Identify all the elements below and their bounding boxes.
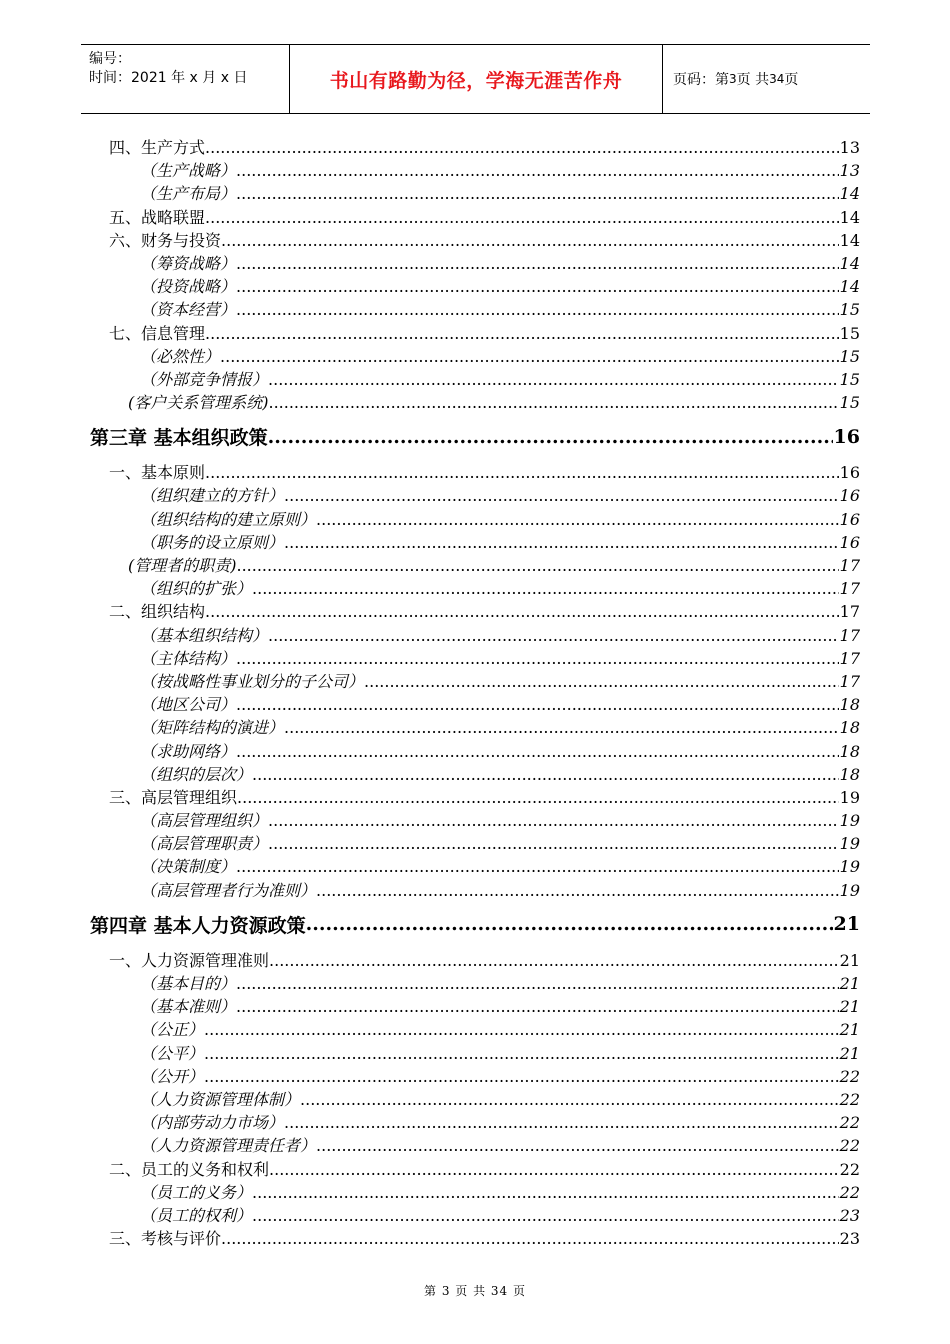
toc-entry[interactable] xyxy=(90,297,860,320)
toc-dot-leader xyxy=(284,718,839,737)
toc-entry[interactable] xyxy=(90,1180,860,1203)
toc-entry-page: 17 xyxy=(839,602,860,622)
toc-entry[interactable] xyxy=(90,948,860,971)
toc-entry-title: （人力资源管理责任者） xyxy=(140,1136,317,1156)
toc-dot-leader xyxy=(236,300,839,319)
toc-entry-title: （矩阵结构的演进） xyxy=(140,718,285,738)
toc-entry[interactable] xyxy=(90,321,860,344)
toc-entry-page: 17 xyxy=(839,671,860,691)
toc-entry-page: 14 xyxy=(839,230,860,250)
toc-entry-page: 22 xyxy=(839,1089,860,1109)
toc-dot-leader xyxy=(306,913,833,935)
toc-entry-page: 16 xyxy=(833,425,860,448)
toc-entry-title: （投资战略） xyxy=(140,277,237,297)
toc-entry-page: 16 xyxy=(839,486,860,506)
toc-entry[interactable] xyxy=(90,669,860,692)
toc-entry[interactable] xyxy=(90,181,860,204)
toc-entry-title: （组织的层次） xyxy=(140,764,253,784)
toc-entry-page: 19 xyxy=(839,834,860,854)
toc-dot-leader xyxy=(236,184,839,203)
page-suffix: 页 xyxy=(784,72,799,88)
toc-entry-page: 16 xyxy=(839,532,860,552)
toc-entry-page: 22 xyxy=(839,1159,860,1179)
toc-entry-page: 18 xyxy=(839,741,860,761)
toc-entry[interactable] xyxy=(90,808,860,831)
toc-entry-title: （求助网络） xyxy=(140,741,237,761)
toc-dot-leader xyxy=(236,997,839,1016)
toc-entry-page: 14 xyxy=(839,207,860,227)
toc-entry[interactable] xyxy=(90,878,860,901)
toc-entry-title: 第四章 基本人力资源政策 xyxy=(90,914,306,937)
toc-entry-page: 15 xyxy=(839,323,860,343)
toc-dot-leader xyxy=(252,1183,839,1202)
toc-entry-page: 21 xyxy=(839,974,860,993)
toc-entry[interactable] xyxy=(90,739,860,762)
toc-dot-leader xyxy=(237,556,839,575)
toc-entry[interactable] xyxy=(90,1226,860,1249)
toc-entry-title: (客户关系管理系统) xyxy=(128,393,269,413)
page-mid: 页 共 xyxy=(736,72,770,88)
toc-entry-title: (管理者的职责) xyxy=(128,556,237,575)
toc-dot-leader xyxy=(269,393,839,412)
toc-dot-leader xyxy=(284,1113,839,1132)
toc-entry-title: （必然性） xyxy=(140,346,221,366)
toc-dot-leader xyxy=(300,1090,839,1109)
toc-entry[interactable] xyxy=(90,158,860,181)
toc-entry[interactable] xyxy=(90,274,860,297)
toc-dot-leader xyxy=(236,695,839,714)
toc-entry-page: 15 xyxy=(839,300,860,320)
toc-entry-page: 13 xyxy=(839,161,860,181)
toc-dot-leader xyxy=(284,533,839,552)
page-total: 34 xyxy=(769,72,785,86)
toc-dot-leader xyxy=(284,486,839,505)
toc-entry-title: （组织的扩张） xyxy=(140,579,253,599)
toc-entry-title: 第三章 基本组织政策 xyxy=(90,427,268,450)
toc-entry-title: （公开） xyxy=(140,1066,205,1086)
toc-entry-title: 二、员工的义务和权利 xyxy=(109,1159,270,1179)
page-header xyxy=(81,44,870,114)
toc-dot-leader xyxy=(236,974,839,993)
toc-entry[interactable] xyxy=(90,507,860,530)
toc-entry-title: （人力资源管理体制） xyxy=(140,1089,301,1109)
toc-dot-leader xyxy=(316,510,839,529)
toc-entry-title: （员工的义务） xyxy=(140,1182,253,1202)
toc-entry-page: 17 xyxy=(839,579,860,599)
toc-entry[interactable] xyxy=(90,1133,860,1156)
toc-entry-title: 六、财务与投资 xyxy=(109,230,222,250)
toc-entry[interactable] xyxy=(90,854,860,877)
toc-entry-page: 18 xyxy=(839,764,860,784)
toc-dot-leader xyxy=(252,1206,839,1225)
toc-entry-title: （组织建立的方针） xyxy=(140,486,285,506)
toc-entry-page: 16 xyxy=(839,509,860,529)
toc-entry-page: 22 xyxy=(839,1182,860,1202)
toc-entry-title: （高层管理组织） xyxy=(140,811,269,831)
toc-entry-title: （决策制度） xyxy=(140,857,237,877)
toc-entry-page: 13 xyxy=(839,138,860,157)
toc-entry[interactable] xyxy=(90,1110,860,1133)
toc-entry[interactable] xyxy=(90,623,860,646)
time-label: 时间：2021 年 x 月 x 日 xyxy=(89,70,248,86)
toc-dot-leader xyxy=(236,254,839,273)
toc-entry[interactable] xyxy=(90,1041,860,1064)
toc-entry[interactable] xyxy=(90,390,860,413)
toc-entry[interactable] xyxy=(90,1087,860,1110)
toc-entry-title: （主体结构） xyxy=(140,648,237,668)
toc-dot-leader xyxy=(205,208,839,227)
toc-entry-title: （基本组织结构） xyxy=(140,625,269,645)
toc-entry-title: （地区公司） xyxy=(140,695,237,715)
toc-entry-page: 22 xyxy=(839,1113,860,1133)
toc-entry-page: 23 xyxy=(839,1229,860,1249)
toc-dot-leader xyxy=(204,1020,839,1039)
toc-entry-title: （生产战略） xyxy=(140,161,237,181)
toc-entry-title: （组织结构的建立原则） xyxy=(140,509,317,529)
toc-dot-leader xyxy=(204,1067,839,1086)
toc-dot-leader xyxy=(269,951,839,970)
toc-entry[interactable] xyxy=(90,135,860,158)
toc-entry-title: （公正） xyxy=(140,1020,205,1040)
table-of-contents xyxy=(90,135,860,1249)
toc-entry-page: 19 xyxy=(839,857,860,877)
number-label: 编号： xyxy=(89,51,131,67)
toc-entry-title: （高层管理职责） xyxy=(140,834,269,854)
toc-entry[interactable] xyxy=(90,762,860,785)
toc-entry[interactable] xyxy=(90,1017,860,1040)
toc-entry-title: （筹资战略） xyxy=(140,253,237,273)
toc-entry-title: （员工的权利） xyxy=(140,1205,253,1225)
toc-entry[interactable] xyxy=(90,1203,860,1226)
toc-dot-leader xyxy=(268,370,839,389)
toc-dot-leader xyxy=(316,1136,839,1155)
toc-entry-title: （生产布局） xyxy=(140,184,237,204)
toc-entry-page: 14 xyxy=(839,277,860,297)
toc-dot-leader xyxy=(268,834,839,853)
toc-entry[interactable] xyxy=(90,530,860,553)
toc-chapter-entry[interactable] xyxy=(90,901,860,948)
toc-entry[interactable] xyxy=(90,599,860,622)
toc-entry-page: 23 xyxy=(839,1205,860,1225)
toc-entry[interactable] xyxy=(90,1064,860,1087)
toc-dot-leader xyxy=(205,324,839,343)
toc-dot-leader xyxy=(221,231,839,250)
toc-entry-page: 18 xyxy=(839,718,860,738)
toc-dot-leader xyxy=(236,857,839,876)
header-motto: 书山有路勤为径，学海无涯苦作舟 xyxy=(290,45,663,113)
toc-entry-page: 17 xyxy=(839,648,860,668)
toc-entry[interactable] xyxy=(90,785,860,808)
toc-entry[interactable] xyxy=(90,831,860,854)
toc-entry-page: 15 xyxy=(839,369,860,389)
toc-entry-page: 15 xyxy=(839,393,860,413)
toc-entry-page: 14 xyxy=(839,184,860,204)
toc-dot-leader xyxy=(205,463,839,482)
toc-entry-title: 二、组织结构 xyxy=(109,602,206,622)
toc-entry[interactable] xyxy=(90,646,860,669)
toc-entry[interactable] xyxy=(90,715,860,738)
header-meta xyxy=(81,45,290,113)
toc-entry-title: （外部竞争情报） xyxy=(140,369,269,389)
toc-entry-title: 四、生产方式 xyxy=(109,138,206,157)
toc-dot-leader xyxy=(252,579,839,598)
toc-entry-page: 17 xyxy=(839,556,860,575)
toc-entry[interactable] xyxy=(90,692,860,715)
toc-entry-title: 一、人力资源管理准则 xyxy=(109,950,270,970)
toc-entry-page: 22 xyxy=(839,1066,860,1086)
toc-entry-title: （内部劳动力市场） xyxy=(140,1113,285,1133)
toc-entry-title: （基本准则） xyxy=(140,997,237,1017)
toc-dot-leader xyxy=(316,881,839,900)
toc-entry-page: 14 xyxy=(839,253,860,273)
toc-entry-title: （公平） xyxy=(140,1043,205,1063)
page-footer: 第 3 页 共 34 页 xyxy=(424,1284,526,1298)
toc-entry[interactable] xyxy=(90,971,860,994)
toc-entry[interactable] xyxy=(90,553,860,576)
toc-dot-leader xyxy=(269,1160,839,1179)
toc-entry[interactable] xyxy=(90,367,860,390)
toc-entry-page: 21 xyxy=(833,913,860,936)
toc-entry-page: 18 xyxy=(839,695,860,715)
toc-entry-page: 21 xyxy=(839,997,860,1017)
toc-entry-page: 17 xyxy=(839,625,860,645)
toc-entry-title: 五、战略联盟 xyxy=(109,207,206,227)
toc-entry-title: （高层管理者行为准则） xyxy=(140,880,317,900)
header-page-info xyxy=(663,45,870,113)
toc-dot-leader xyxy=(205,138,839,157)
toc-dot-leader xyxy=(268,426,833,448)
toc-entry-page: 19 xyxy=(839,880,860,900)
toc-entry[interactable] xyxy=(90,994,860,1017)
toc-entry-title: 一、基本原则 xyxy=(109,463,206,483)
toc-entry-page: 16 xyxy=(839,463,860,483)
page-number: 3 xyxy=(729,72,737,86)
toc-entry[interactable] xyxy=(90,344,860,367)
toc-dot-leader xyxy=(237,788,839,807)
toc-dot-leader xyxy=(236,742,839,761)
toc-entry-page: 21 xyxy=(839,950,860,970)
toc-entry-page: 21 xyxy=(839,1043,860,1063)
toc-dot-leader xyxy=(221,1229,839,1248)
toc-dot-leader xyxy=(236,277,839,296)
toc-dot-leader xyxy=(252,765,839,784)
toc-dot-leader xyxy=(268,811,839,830)
toc-entry-title: 三、高层管理组织 xyxy=(109,787,238,807)
toc-entry-title: 七、信息管理 xyxy=(109,323,206,343)
toc-entry[interactable] xyxy=(90,1157,860,1180)
toc-entry[interactable] xyxy=(90,576,860,599)
toc-entry-page: 15 xyxy=(839,346,860,366)
toc-entry[interactable] xyxy=(90,251,860,274)
toc-entry[interactable] xyxy=(90,483,860,506)
toc-dot-leader xyxy=(220,347,839,366)
toc-entry[interactable] xyxy=(90,460,860,483)
toc-entry-page: 19 xyxy=(839,811,860,831)
toc-entry-page: 19 xyxy=(839,787,860,807)
toc-entry-title: （资本经营） xyxy=(140,300,237,320)
toc-dot-leader xyxy=(236,161,839,180)
toc-entry-page: 21 xyxy=(839,1020,860,1040)
toc-dot-leader xyxy=(268,626,839,645)
toc-entry-title: （按战略性事业划分的子公司） xyxy=(140,671,365,691)
toc-dot-leader xyxy=(204,1044,839,1063)
toc-chapter-entry[interactable] xyxy=(90,413,860,460)
toc-entry-page: 22 xyxy=(839,1136,860,1156)
toc-dot-leader xyxy=(205,602,839,621)
toc-entry[interactable] xyxy=(90,205,860,228)
toc-entry-title: （职务的设立原则） xyxy=(140,532,285,552)
toc-entry[interactable] xyxy=(90,228,860,251)
toc-dot-leader xyxy=(236,649,839,668)
toc-entry-title: 三、考核与评价 xyxy=(109,1229,222,1249)
page-prefix: 页码：第 xyxy=(673,72,729,88)
toc-dot-leader xyxy=(364,672,839,691)
toc-entry-title: （基本目的） xyxy=(140,974,237,993)
